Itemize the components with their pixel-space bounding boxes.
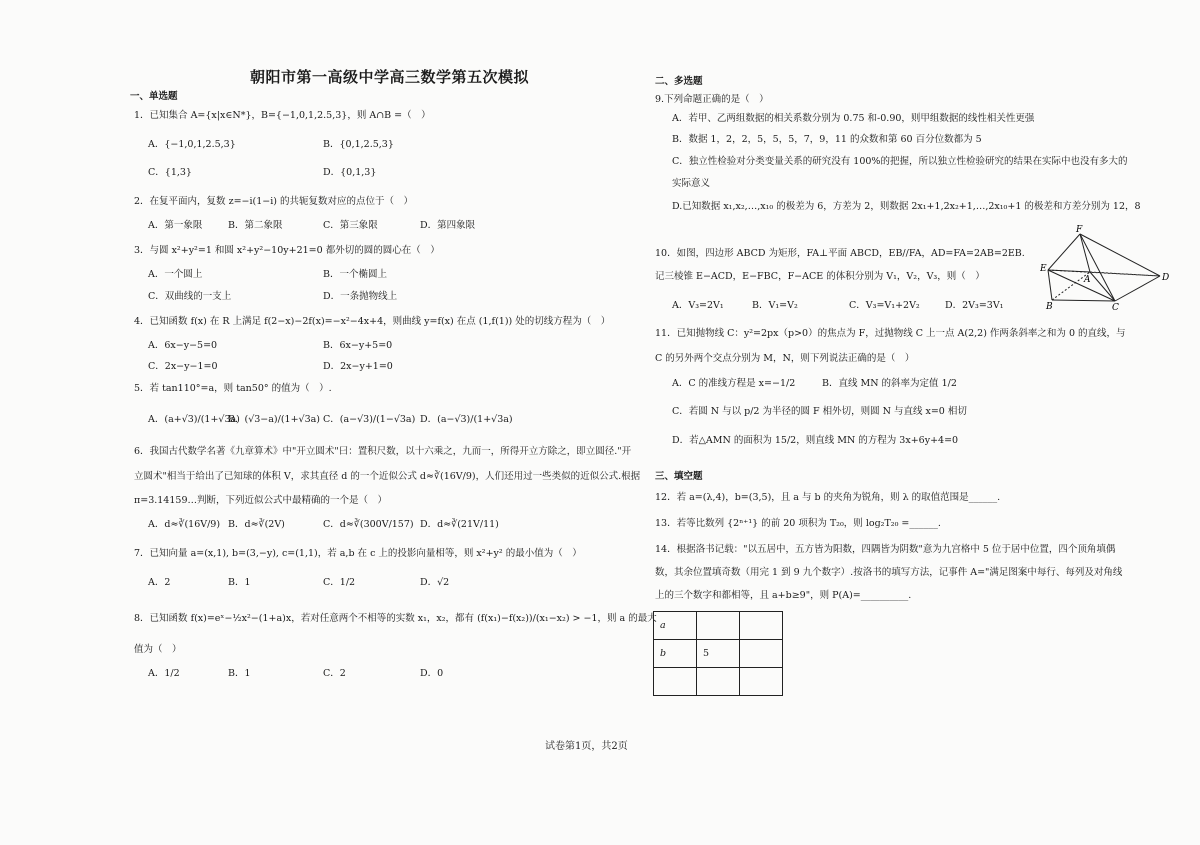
question-11-line-1: 11．已知抛物线 C：y²=2px（p>0）的焦点为 F，过抛物线 C 上一点 A(2,2) 作两条斜率之和为 0 的直线，与 (655, 328, 1126, 339)
question-5: 5．若 tan110°=a，则 tan50° 的值为（ ）. (134, 383, 332, 394)
q7-option-a: A．2 (148, 577, 171, 588)
q5-option-b: B．(√3−a)/(1+√3a) (228, 414, 320, 425)
question-10-line-2: 记三棱锥 E−ACD，E−FBC，F−ACE 的体积分别为 V₁，V₂，V₃，则（ ） (655, 271, 985, 282)
q8-option-c: C．2 (323, 668, 346, 679)
q6-option-d: D．d≈∛(21V/11) (420, 519, 499, 530)
grid-cell (654, 668, 697, 696)
label-b: B (1046, 302, 1053, 310)
label-c: C (1112, 303, 1119, 310)
question-12: 12．若 a=(λ,4)，b=(3,5)，且 a 与 b 的夹角为锐角，则 λ 的取值范围是______. (655, 492, 1001, 503)
q3-option-a: A．一个圆上 (148, 269, 203, 280)
section-single-choice: 一、单选题 (130, 91, 178, 102)
section-multiple-choice: 二、多选题 (655, 76, 703, 87)
q10-option-a: A．V₃=2V₁ (672, 300, 724, 311)
question-10-line-1: 10．如图，四边形 ABCD 为矩形，FA⊥平面 ABCD，EB//FA，AD=FA=2AB=2EB. (655, 248, 1025, 259)
question-7: 7．已知向量 a=(x,1), b=(3,−y), c=(1,1)，若 a,b 在 c 上的投影向量相等，则 x²+y² 的最小值为（ ） (134, 548, 582, 559)
q8-option-d: D．0 (420, 668, 444, 679)
question-9: 9.下列命题正确的是（ ） (655, 94, 769, 105)
label-a: A (1084, 275, 1091, 285)
label-e: E (1040, 264, 1047, 274)
q7-option-c: C．1/2 (323, 577, 356, 588)
question-8-line-1: 8．已知函数 f(x)=eˣ−½x²−(1+a)x，若对任意两个不相等的实数 x₁，x₂，都有 (f(x₁)−f(x₂))/(x₁−x₂) > −1，则 a 的最大 (134, 613, 657, 624)
question-14-line-1: 14．根据洛书记载："以五居中，五方皆为阳数，四隅皆为阴数"意为九宫格中 5 位于居中位置，四个顶角填偶 (655, 544, 1116, 555)
question-8-line-2: 值为（ ） (134, 644, 182, 655)
q9-option-c-line-2: 实际意义 (672, 178, 711, 189)
page-footer: 试卷第1页，共2页 (545, 741, 628, 752)
grid-cell (740, 668, 783, 696)
q10-option-b: B．V₁=V₂ (752, 300, 798, 311)
q9-option-b: B．数据 1，2，2，5，5，5，7，9，11 的众数和第 60 百分位数都为 5 (672, 134, 982, 145)
question-3: 3．与圆 x²+y²=1 和圆 x²+y²−10y+21=0 都外切的圆的圆心在（ ） (134, 245, 440, 256)
q8-option-a: A．1/2 (148, 668, 180, 679)
q10-option-c: C．V₃=V₁+2V₂ (849, 300, 920, 311)
grid-cell (740, 640, 783, 668)
q7-option-b: B．1 (228, 577, 251, 588)
q6-option-b: B．d≈∛(2V) (228, 519, 285, 530)
grid-cell (697, 612, 740, 640)
luoshu-grid (653, 611, 783, 696)
section-fill-in: 三、填空题 (655, 471, 703, 482)
q1-option-a: A．{−1,0,1,2.5,3} (148, 139, 236, 150)
pyramid-figure (1040, 224, 1170, 310)
q4-option-a: A．6x−y−5=0 (148, 340, 218, 351)
q5-option-c: C．(a−√3)/(1−√3a) (323, 414, 416, 425)
q4-option-b: B．6x−y+5=0 (323, 340, 393, 351)
q2-option-a: A．第一象限 (148, 220, 203, 231)
question-2: 2．在复平面内，复数 z=−i(1−i) 的共轭复数对应的点位于（ ） (134, 196, 414, 207)
q3-option-d: D．一条抛物线上 (323, 291, 398, 302)
question-14-line-3: 上的三个数字和都相等，且 a+b≥9"，则 P(A)=__________. (655, 590, 912, 601)
q4-option-d: D．2x−y+1=0 (323, 361, 393, 372)
q6-option-a: A．d≈∛(16V/9) (148, 519, 221, 530)
grid-cell-b: b (654, 640, 697, 668)
q9-option-d: D.已知数据 x₁,x₂,…,x₁₀ 的极差为 6，方差为 2，则数据 2x₁+1,2x₂+1,…,2x₁₀+1 的极差和方差分别为 12，8 (672, 201, 1141, 212)
question-11-line-2: C 的另外两个交点分别为 M，N，则下列说法正确的是（ ） (655, 353, 915, 364)
grid-cell (697, 668, 740, 696)
question-6-line-3: π=3.14159…判断，下列近似公式中最精确的一个是（ ） (134, 495, 387, 506)
q11-option-b: B．直线 MN 的斜率为定值 1/2 (822, 378, 957, 389)
q2-option-c: C．第三象限 (323, 220, 378, 231)
q7-option-d: D．√2 (420, 577, 450, 588)
question-14-line-2: 数，其余位置填奇数（用完 1 到 9 九个数字）.按洛书的填写方法，记事件 A="满足图案中每行、每列及对角线 (655, 567, 1123, 578)
q5-option-a: A．(a+√3)/(1+√3a) (148, 414, 240, 425)
label-d: D (1162, 273, 1170, 283)
q6-option-c: C．d≈∛(300V/157) (323, 519, 414, 530)
q11-option-a: A．C 的准线方程是 x=−1/2 (672, 378, 796, 389)
q5-option-d: D．(a−√3)/(1+√3a) (420, 414, 513, 425)
q11-option-d: D．若△AMN 的面积为 15/2，则直线 MN 的方程为 3x+6y+4=0 (672, 435, 959, 446)
q8-option-b: B．1 (228, 668, 251, 679)
exam-title: 朝阳市第一高级中学高三数学第五次模拟 (250, 68, 530, 86)
grid-cell-a: a (654, 612, 697, 640)
question-4: 4．已知函数 f(x) 在 R 上满足 f(2−x)−2f(x)=−x²−4x+4，则曲线 y=f(x) 在点 (1,f(1)) 处的切线方程为（ ） (134, 316, 611, 327)
question-13: 13．若等比数列 {2ⁿ⁺¹} 的前 20 项积为 T₂₀，则 log₂T₂₀ =______. (655, 518, 941, 529)
question-1: 1．已知集合 A={x|x∈N*}，B={−1,0,1,2.5,3}，则 A∩B =（ ） (134, 110, 431, 121)
q9-option-c-line-1: C．独立性检验对分类变量关系的研究没有 100%的把握，所以独立性检验研究的结果在实际中也没有多大的 (672, 156, 1128, 167)
q2-option-b: B．第二象限 (228, 220, 283, 231)
grid-cell (740, 612, 783, 640)
q10-option-d: D．2V₃=3V₁ (945, 300, 1004, 311)
q1-option-c: C．{1,3} (148, 167, 192, 178)
q1-option-b: B．{0,1,2.5,3} (323, 139, 394, 150)
question-6-line-2: 立圆术"相当于给出了已知球的体积 V，求其直径 d 的一个近似公式 d≈∛(16V/9)，人们还用过一些类似的近似公式.根据 (134, 471, 641, 482)
grid-cell-center: 5 (697, 640, 740, 668)
label-f: F (1076, 225, 1083, 235)
q11-option-c: C．若圆 N 与以 p/2 为半径的圆 F 相外切，则圆 N 与直线 x=0 相切 (672, 406, 967, 417)
q4-option-c: C．2x−y−1=0 (148, 361, 218, 372)
question-6-line-1: 6．我国古代数学名著《九章算术》中"开立圆术"曰：置积尺数，以十六乘之，九而一，所得开立方除之，即立圆径."开 (134, 446, 632, 457)
q1-option-d: D．{0,1,3} (323, 167, 377, 178)
q3-option-b: B．一个椭圆上 (323, 269, 387, 280)
q3-option-c: C．双曲线的一支上 (148, 291, 232, 302)
q9-option-a: A．若甲、乙两组数据的相关系数分别为 0.75 和-0.90，则甲组数据的线性相关性更强 (672, 113, 1035, 124)
q2-option-d: D．第四象限 (420, 220, 476, 231)
